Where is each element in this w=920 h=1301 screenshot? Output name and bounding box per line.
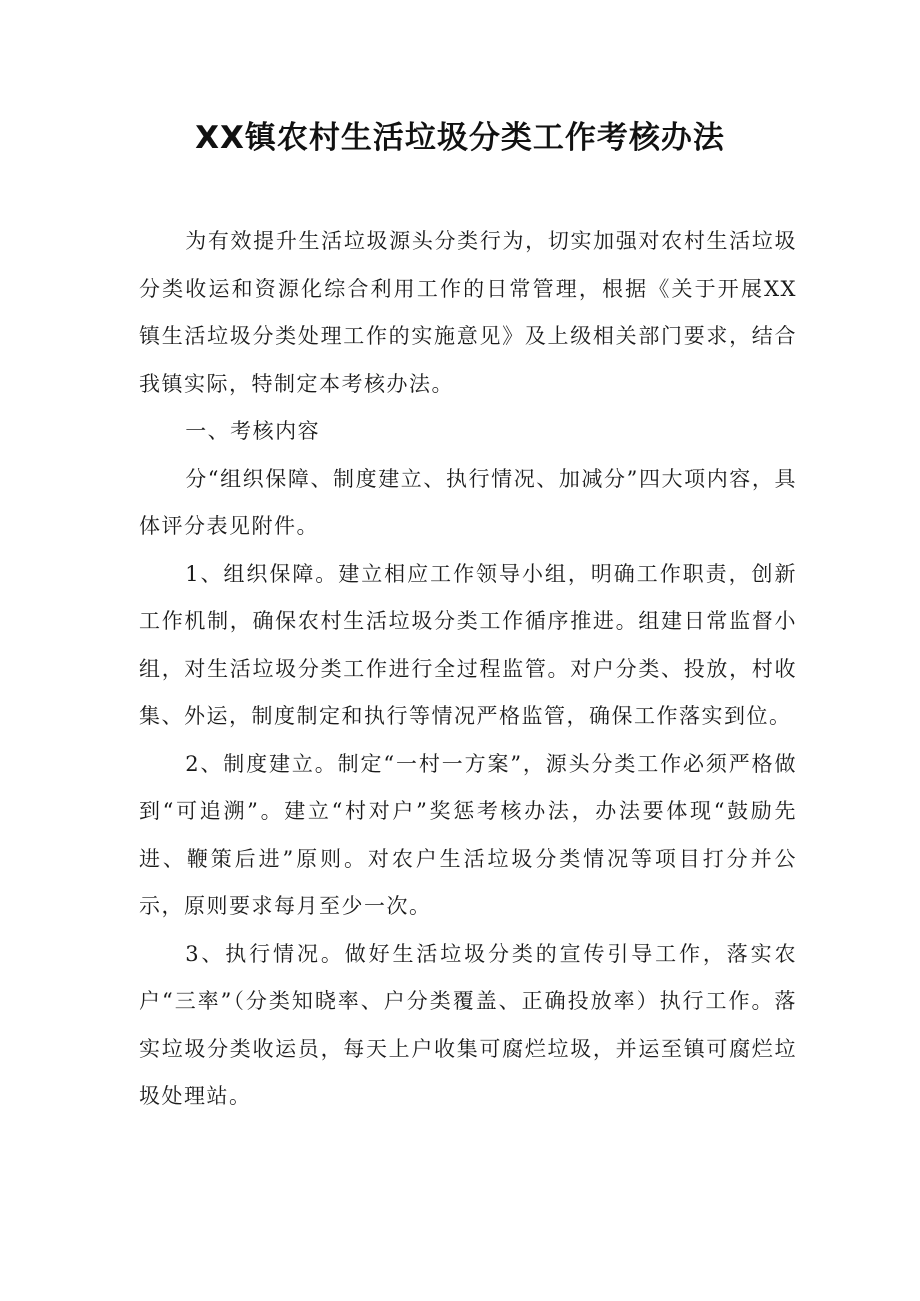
paragraph-implementation: 3、执行情况。做好生活垃圾分类的宣传引导工作，落实农户“三率”（分类知晓率、户分类覆盖、正确投放率）执行工作。落实垃圾分类收运员，每天上户收集可腐烂垃圾，并运至镇可腐烂垃圾处理站。 <box>139 941 797 1108</box>
paragraph-intro: 为有效提升生活垃圾源头分类行为，切实加强对农村生活垃圾分类收运和资源化综合利用工作的日常管理，根据《关于开展XX镇生活垃圾分类处理工作的实施意见》及上级相关部门要求，结合我镇实际，特制定本考核办法。 <box>139 229 797 396</box>
paragraph-assessment-items: 分“组织保障、制度建立、执行情况、加减分”四大项内容，具体评分表见附件。 <box>139 466 797 538</box>
document-body <box>139 218 797 1121</box>
paragraph-system-establishment: 2、制度建立。制定“一村一方案”，源头分类工作必须严格做到“可追溯”。建立“村对户”奖惩考核办法，办法要体现“鼓励先进、鞭策后进”原则。对农户生活垃圾分类情况等项目打分并公示，原则要求每月至少一次。 <box>139 751 797 918</box>
paragraph-organization-guarantee: 1、组织保障。建立相应工作领导小组，明确工作职责，创新工作机制，确保农村生活垃圾分类工作循序推进。组建日常监督小组，对生活垃圾分类工作进行全过程监管。对户分类、投放，村收集、外运，制度制定和执行等情况严格监管，确保工作落实到位。 <box>139 561 797 728</box>
section-heading-assessment-content: 一、考核内容 <box>185 419 321 443</box>
document-title: XX镇农村生活垃圾分类工作考核办法 <box>195 120 725 156</box>
